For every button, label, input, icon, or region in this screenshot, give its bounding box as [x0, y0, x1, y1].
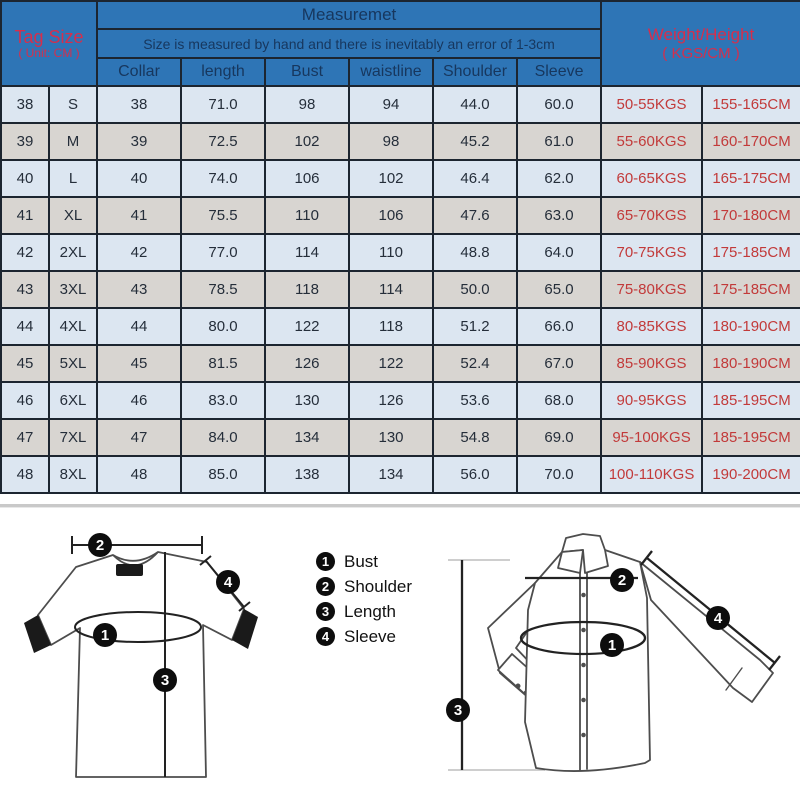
- table-row: [1, 123, 800, 160]
- cell-shoulder: 53.6: [433, 382, 517, 419]
- cell-length: 74.0: [181, 160, 265, 197]
- cell-size: 7XL: [49, 419, 97, 456]
- sleeve-badge-icon: 4: [316, 627, 335, 646]
- cell-weight: 95-100KGS: [601, 419, 702, 456]
- cell-tag: 47: [1, 419, 49, 456]
- cell-shoulder: 45.2: [433, 123, 517, 160]
- cell-height: 185-195CM: [702, 419, 800, 456]
- tshirt-measurement-diagram: [10, 515, 300, 795]
- cell-length: 85.0: [181, 456, 265, 493]
- cell-size: S: [49, 86, 97, 123]
- table-row: [1, 197, 800, 234]
- cell-tag: 40: [1, 160, 49, 197]
- svg-text:1: 1: [607, 637, 617, 654]
- cell-sleeve: 62.0: [517, 160, 601, 197]
- shoulder-badge-icon: [88, 533, 112, 557]
- shoulder-badge-icon: [610, 568, 634, 592]
- cell-waistline: 126: [349, 382, 433, 419]
- table-row: [1, 160, 800, 197]
- cell-waistline: 122: [349, 345, 433, 382]
- column-header-waistline: waistline: [349, 58, 433, 86]
- cell-waistline: 102: [349, 160, 433, 197]
- cell-sleeve: 61.0: [517, 123, 601, 160]
- cell-tag: 42: [1, 234, 49, 271]
- cell-tag: 45: [1, 345, 49, 382]
- legend-label-bust: Bust: [344, 551, 379, 571]
- cell-waistline: 114: [349, 271, 433, 308]
- length-badge-icon: 3: [316, 602, 335, 621]
- svg-text:3: 3: [453, 702, 463, 719]
- cell-sleeve: 66.0: [517, 308, 601, 345]
- cell-collar: 45: [97, 345, 181, 382]
- cell-sleeve: 65.0: [517, 271, 601, 308]
- cell-tag: 39: [1, 123, 49, 160]
- cell-length: 77.0: [181, 234, 265, 271]
- cell-sleeve: 60.0: [517, 86, 601, 123]
- measurement-note: Size is measured by hand and there is inevitably an error of 1-3cm: [97, 29, 601, 58]
- column-header-collar: Collar: [97, 58, 181, 86]
- cell-sleeve: 70.0: [517, 456, 601, 493]
- cell-collar: 41: [97, 197, 181, 234]
- length-badge-icon: [153, 668, 177, 692]
- cell-collar: 46: [97, 382, 181, 419]
- table-row: [1, 271, 800, 308]
- cell-size: 4XL: [49, 308, 97, 345]
- cell-sleeve: 63.0: [517, 197, 601, 234]
- cell-height: 175-185CM: [702, 234, 800, 271]
- cell-weight: 85-90KGS: [601, 345, 702, 382]
- cell-waistline: 130: [349, 419, 433, 456]
- cell-collar: 39: [97, 123, 181, 160]
- cell-size: 5XL: [49, 345, 97, 382]
- cell-bust: 130: [265, 382, 349, 419]
- cell-bust: 134: [265, 419, 349, 456]
- cell-shoulder: 52.4: [433, 345, 517, 382]
- cell-shoulder: 54.8: [433, 419, 517, 456]
- tshirt-outline: [38, 552, 244, 777]
- table-row: [1, 419, 800, 456]
- cell-tag: 43: [1, 271, 49, 308]
- cell-waistline: 110: [349, 234, 433, 271]
- cell-height: 160-170CM: [702, 123, 800, 160]
- table-row: [1, 456, 800, 493]
- shirt-right-sleeve: [640, 562, 773, 702]
- weight-height-unit: ( KGS/CM ): [662, 45, 740, 62]
- weight-height-header: [601, 1, 800, 86]
- cell-height: 175-185CM: [702, 271, 800, 308]
- cell-length: 71.0: [181, 86, 265, 123]
- cell-bust: 126: [265, 345, 349, 382]
- cell-shoulder: 56.0: [433, 456, 517, 493]
- tag-size-unit: ( Unit: CM ): [18, 46, 80, 60]
- cell-sleeve: 69.0: [517, 419, 601, 456]
- cell-sleeve: 64.0: [517, 234, 601, 271]
- cell-weight: 75-80KGS: [601, 271, 702, 308]
- svg-text:2: 2: [95, 537, 105, 554]
- weight-height-title: Weight/Height: [647, 25, 755, 44]
- cell-sleeve: 68.0: [517, 382, 601, 419]
- cell-collar: 43: [97, 271, 181, 308]
- table-row: [1, 308, 800, 345]
- svg-text:4: 4: [713, 610, 723, 627]
- tag-size-header: [1, 1, 97, 86]
- cell-length: 78.5: [181, 271, 265, 308]
- legend-item-bust: [316, 549, 412, 574]
- sleeve-badge-icon: [706, 606, 730, 630]
- cell-tag: 48: [1, 456, 49, 493]
- cell-height: 185-195CM: [702, 382, 800, 419]
- cell-weight: 50-55KGS: [601, 86, 702, 123]
- table-row: [1, 86, 800, 123]
- cell-collar: 47: [97, 419, 181, 456]
- cell-weight: 65-70KGS: [601, 197, 702, 234]
- svg-text:3: 3: [160, 672, 170, 689]
- bust-badge-icon: [93, 623, 117, 647]
- column-header-bust: Bust: [265, 58, 349, 86]
- section-divider: [0, 504, 800, 508]
- cell-shoulder: 50.0: [433, 271, 517, 308]
- cell-length: 81.5: [181, 345, 265, 382]
- cell-size: 2XL: [49, 234, 97, 271]
- cell-height: 180-190CM: [702, 345, 800, 382]
- cell-bust: 110: [265, 197, 349, 234]
- cell-sleeve: 67.0: [517, 345, 601, 382]
- cell-height: 155-165CM: [702, 86, 800, 123]
- legend-item-sleeve: [316, 624, 412, 649]
- cell-bust: 106: [265, 160, 349, 197]
- cell-size: 6XL: [49, 382, 97, 419]
- cell-size: 3XL: [49, 271, 97, 308]
- table-row: [1, 345, 800, 382]
- cell-collar: 40: [97, 160, 181, 197]
- cell-collar: 38: [97, 86, 181, 123]
- svg-text:2: 2: [617, 572, 627, 589]
- svg-text:1: 1: [100, 627, 110, 644]
- legend-item-length: [316, 599, 412, 624]
- shoulder-badge-icon: 2: [316, 577, 335, 596]
- cell-size: 8XL: [49, 456, 97, 493]
- cell-weight: 100-110KGS: [601, 456, 702, 493]
- legend-item-shoulder: [316, 574, 412, 599]
- measurement-header: Measuremet: [97, 1, 601, 29]
- cell-weight: 70-75KGS: [601, 234, 702, 271]
- cell-waistline: 134: [349, 456, 433, 493]
- cell-waistline: 106: [349, 197, 433, 234]
- cell-shoulder: 46.4: [433, 160, 517, 197]
- bust-badge-icon: [600, 633, 624, 657]
- svg-text:4: 4: [223, 574, 233, 591]
- cell-length: 72.5: [181, 123, 265, 160]
- cell-bust: 122: [265, 308, 349, 345]
- column-header-sleeve: Sleeve: [517, 58, 601, 86]
- cell-bust: 114: [265, 234, 349, 271]
- cell-size: L: [49, 160, 97, 197]
- cell-tag: 44: [1, 308, 49, 345]
- cell-shoulder: 48.8: [433, 234, 517, 271]
- cell-height: 190-200CM: [702, 456, 800, 493]
- cell-shoulder: 51.2: [433, 308, 517, 345]
- cell-height: 180-190CM: [702, 308, 800, 345]
- cell-bust: 102: [265, 123, 349, 160]
- cell-tag: 38: [1, 86, 49, 123]
- legend-label-sleeve: Sleeve: [344, 626, 396, 646]
- cell-length: 75.5: [181, 197, 265, 234]
- cell-waistline: 94: [349, 86, 433, 123]
- cell-weight: 60-65KGS: [601, 160, 702, 197]
- column-header-length: length: [181, 58, 265, 86]
- cell-tag: 41: [1, 197, 49, 234]
- cell-bust: 118: [265, 271, 349, 308]
- cell-collar: 42: [97, 234, 181, 271]
- cell-collar: 48: [97, 456, 181, 493]
- cell-waistline: 98: [349, 123, 433, 160]
- cell-size: XL: [49, 197, 97, 234]
- cell-weight: 80-85KGS: [601, 308, 702, 345]
- bust-badge-icon: 1: [316, 552, 335, 571]
- cell-height: 170-180CM: [702, 197, 800, 234]
- cell-weight: 90-95KGS: [601, 382, 702, 419]
- cell-height: 165-175CM: [702, 160, 800, 197]
- column-header-shoulder: Shoulder: [433, 58, 517, 86]
- cell-weight: 55-60KGS: [601, 123, 702, 160]
- cell-shoulder: 47.6: [433, 197, 517, 234]
- cell-bust: 98: [265, 86, 349, 123]
- table-row: [1, 234, 800, 271]
- cell-collar: 44: [97, 308, 181, 345]
- table-row: [1, 382, 800, 419]
- cell-bust: 138: [265, 456, 349, 493]
- legend-label-shoulder: Shoulder: [344, 576, 413, 596]
- cell-waistline: 118: [349, 308, 433, 345]
- sleeve-badge-icon: [216, 570, 240, 594]
- cell-shoulder: 44.0: [433, 86, 517, 123]
- shirt-measurement-diagram: [440, 510, 795, 800]
- cell-length: 83.0: [181, 382, 265, 419]
- length-badge-icon: [446, 698, 470, 722]
- cell-length: 84.0: [181, 419, 265, 456]
- measurement-legend: [316, 549, 412, 649]
- tag-size-title: Tag Size: [14, 27, 84, 47]
- cell-size: M: [49, 123, 97, 160]
- legend-label-length: Length: [344, 601, 396, 621]
- cell-tag: 46: [1, 382, 49, 419]
- cell-length: 80.0: [181, 308, 265, 345]
- tshirt-collar-label: [116, 564, 143, 576]
